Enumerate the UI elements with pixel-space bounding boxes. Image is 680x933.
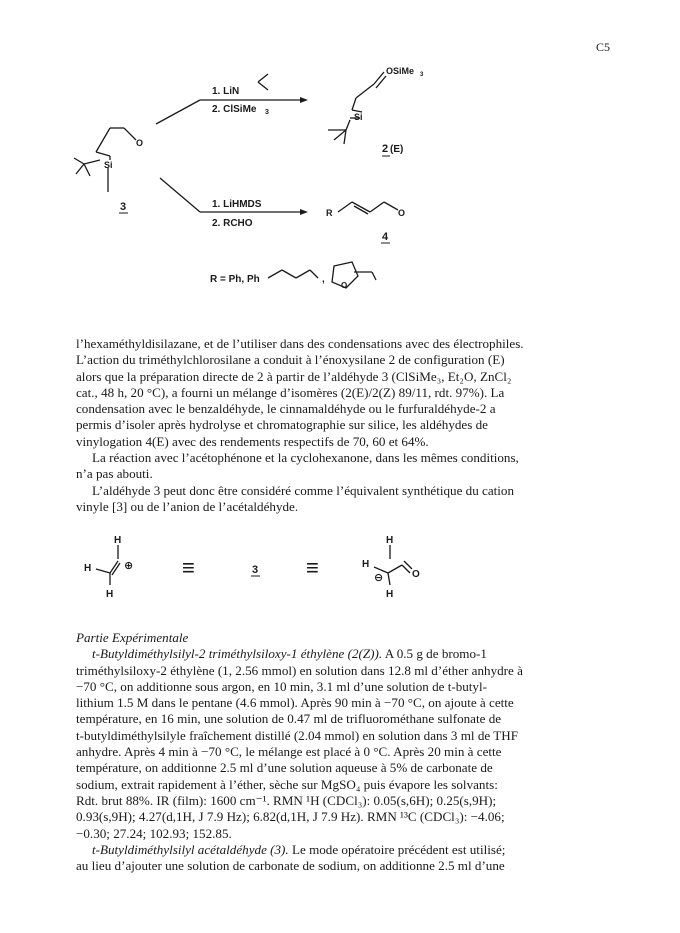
text-line: n’a pas abouti.: [76, 466, 153, 482]
bond: [258, 82, 268, 90]
si-label-start: Si: [104, 160, 113, 170]
text-line: température, en 16 min, une solution de 0.47 ml de trifluorométhane sulfonate de: [76, 711, 502, 727]
subsection-2-title: t-Butyldiméthylsilyl acétaldéhyde (3).: [92, 841, 289, 857]
text-line: permis d’isoler après hydrolyse et chromatographie sur silice, les aldéhydes de: [76, 417, 488, 433]
bond: [388, 565, 402, 573]
start-oxygen: O: [136, 138, 144, 148]
h-left-right: H: [362, 559, 370, 570]
bond: [258, 74, 268, 82]
section-heading: Partie Expérimentale: [76, 630, 189, 645]
text-line: lithium 1.5 M dans le pentane (4.6 mmol). Après 90 min à −70 °C, on ajoute à cette: [76, 695, 514, 711]
h-bottom-left: H: [106, 589, 114, 600]
furan-o: O: [341, 281, 348, 290]
compound-2E-number: 2: [382, 143, 389, 155]
subsection-2-first-line: [76, 842, 604, 858]
arrowhead: [300, 97, 308, 103]
text-line: 0.93(s,9H); 4.27(d,1H, J 7.9 Hz); 6.82(d,1H, J 7.9 Hz). RMN ¹³C (CDCl₃): −4.06;: [76, 809, 505, 825]
page-number: C5: [595, 40, 610, 54]
bond: [372, 272, 376, 280]
product-top-group: OSiMe: [386, 66, 415, 76]
label-3: 3: [252, 564, 259, 576]
subsection-1-first-line: [76, 646, 604, 662]
text-line: vinylogation 4(E) avec des rendements respectifs de 70, 60 et 64%.: [76, 433, 429, 449]
bond: [352, 98, 356, 110]
bond: [84, 164, 90, 176]
bond: [346, 120, 350, 130]
bond: [76, 164, 84, 174]
subsection-1-title: t-Butyldiméthylsilyl-2 triméthylsiloxy-1 éthylène (2(Z)).: [92, 646, 383, 662]
bond: [388, 573, 390, 585]
text-line: −70 °C, on additionne sous argon, en 10 min, 3.1 ml d’une solution de t-butyl-: [76, 678, 487, 694]
bond: [370, 202, 384, 212]
text-line: cat., 48 h, 20 °C), a fourni un mélange d’isomères (2(E)/2(Z) 89/11, rdt. 97%). La: [76, 384, 505, 400]
svg-text:,: ,: [322, 274, 325, 285]
text-line: vinyle [3] ou de l’anion de l’acétaldéhyde.: [76, 498, 299, 514]
text-line: L’action du triméthylchlorosilane a conduit à l’énoxysilane 2 de configuration (E): [76, 352, 505, 368]
text-line: anhydre. Après 4 min à −70 °C, le mélange est placé à 0 °C. Après 20 min à cette: [76, 744, 502, 760]
bond: [96, 569, 110, 573]
cation-charge: ⊕: [124, 560, 134, 572]
text-line: La réaction avec l’acétophénone et la cyclohexanone, dans les mêmes conditions,: [92, 450, 519, 466]
text-line: l’hexaméthyldisilazane, et de l’utiliser dans des condensations avec des électrophiles.: [76, 336, 524, 351]
arrow-line: [156, 100, 200, 124]
bond: [310, 270, 318, 278]
bond: [84, 160, 100, 164]
equiv-sign: ≡: [306, 555, 319, 580]
reaction-scheme: [0, 0, 680, 320]
text-line: L’aldéhyde 3 peut donc être considéré comme l’équivalent synthétique du cation: [92, 482, 515, 498]
o-right: O: [412, 569, 420, 580]
product-bottom-o: O: [398, 208, 406, 218]
text-line: A 0.5 g de bromo-1: [384, 646, 487, 662]
si-label-top: Si: [354, 112, 363, 122]
reagent-bottom-1: 1. LiHMDS: [212, 199, 262, 210]
reagent-top-2-sub: 3: [265, 109, 269, 116]
reagent-top-1: 1. LiN: [212, 86, 240, 97]
h-top-right: H: [386, 535, 394, 546]
text-line: au lieu d’ajouter une solution de carbonate de sodium, on additionne 2.5 ml d’une: [76, 858, 505, 874]
bond: [96, 128, 110, 152]
bond: [384, 202, 398, 210]
text-line: sodium, extrait rapidement à l’éther, sèche sur MgSO₄ puis évapore les solvants:: [76, 776, 498, 792]
h-left: H: [84, 563, 92, 574]
bond: [282, 270, 296, 278]
experimental-section: [76, 630, 604, 874]
compound-2E-config: (E): [390, 144, 404, 155]
bond: [376, 76, 386, 88]
text-line: triméthylsiloxy-2 éthylène (1, 2.56 mmol) en solution dans 12.8 ml d’éther anhydre à: [76, 662, 523, 678]
bond: [74, 158, 84, 164]
text-line: Rdt. brut 88%. IR (film): 1600 cm⁻¹. RMN ¹H (CDCl₃): 0.05(s,6H); 0.25(s,9H);: [76, 792, 497, 808]
paragraph-main: [76, 336, 604, 515]
equiv-sign: ≡: [182, 555, 195, 580]
text-line: t-butyldiméthylsilyle fraîchement distillé (2.04 mmol) en solution dans 3 ml de THF: [76, 727, 518, 743]
reagent-top-2: 2. ClSiMe: [212, 104, 257, 115]
bond: [124, 128, 136, 140]
product-bottom-r: R: [326, 208, 333, 218]
bond: [268, 270, 282, 278]
start-label: 3: [120, 201, 127, 213]
text-line: Le mode opératoire précédent est utilisé;: [291, 841, 506, 857]
arrow-line: [160, 178, 200, 212]
anion-charge: ⊖: [374, 572, 384, 584]
bond: [374, 72, 384, 84]
bond: [356, 84, 374, 98]
product-top-group-sub: 3: [420, 72, 424, 78]
text-line: −0.30; 27.24; 102.93; 152.85.: [76, 825, 232, 841]
h-top-left: H: [114, 535, 122, 546]
product-bottom-label: 4: [382, 231, 389, 243]
h-bottom-right: H: [386, 589, 394, 600]
arrowhead: [300, 209, 308, 215]
bond: [338, 202, 352, 212]
text-line: température, on additionne 2.5 ml d’une solution aqueuse à 5% de carbonate de: [76, 760, 493, 776]
text-line: alors que la préparation directe de 2 à partir de l’aldéhyde 3 (ClSiMe₃, Et₂O, ZnCl₂: [76, 368, 512, 384]
bond: [96, 152, 110, 156]
text-line: condensation avec le benzaldéhyde, le cinnamaldéhyde ou le furfuraldéhyde-2 a: [76, 401, 496, 417]
reagent-bottom-2: 2. RCHO: [212, 218, 253, 229]
equivalence-scheme: [0, 525, 680, 625]
bond: [296, 270, 310, 278]
r-definition: R = Ph, Ph: [210, 274, 260, 285]
